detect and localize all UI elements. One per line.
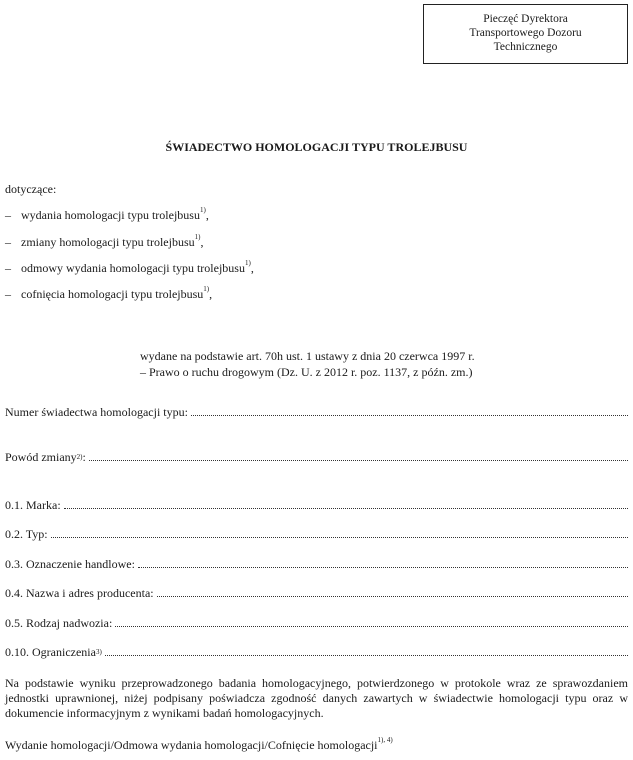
option-issue: – wydania homologacji typu trolejbusu$^{1)}$, <box>5 206 209 222</box>
dotted-fill-line <box>157 586 628 597</box>
dotted-fill-line <box>138 557 628 568</box>
dotted-fill-line <box>105 645 628 656</box>
field-restrictions: 0.10. Ograniczenia $^{3)}$ <box>5 645 628 660</box>
intro-text: dotyczące: <box>5 182 57 196</box>
dotted-fill-line <box>89 450 628 461</box>
field-body-type: 0.5. Rodzaj nadwozia: <box>5 616 628 631</box>
field-certificate-number: Numer świadectwa homologacji typu: <box>5 405 628 420</box>
certification-paragraph: Na podstawie wyniku przeprowadzonego badania homologacyjnego, potwierdzonego w protokole wraz ze sprawozdaniem jednostki uprawnionej, niżej podpisany poświadcza zgodność danych zawartych w świadectwie homologacji typu oraz w dokumencie informacyjnym z wynikami badań homologacyjnych. <box>5 676 628 720</box>
dotted-fill-line <box>64 498 628 509</box>
footer-decision: Wydanie homologacji/Odmowa wydania homologacji/Cofnięcie homologacji$^{1), 4)}$ <box>5 736 393 752</box>
field-type: 0.2. Typ: <box>5 527 628 542</box>
stamp-line: Technicznego <box>493 41 558 53</box>
option-change: – zmiany homologacji typu trolejbusu$^{1)}$, <box>5 233 204 249</box>
stamp-line: Transportowego Dozoru <box>469 27 582 39</box>
legal-basis <box>140 348 475 380</box>
option-refusal: – odmowy wydania homologacji typu trolejbusu$^{1)}$, <box>5 259 254 275</box>
legal-basis-line: wydane na podstawie art. 70h ust. 1 ustawy z dnia 20 czerwca 1997 r. <box>140 349 475 363</box>
dotted-fill-line <box>51 527 628 538</box>
document-title: ŚWIADECTWO HOMOLOGACJI TYPU TROLEJBUSU <box>165 140 468 154</box>
field-change-reason: Powód zmiany $^{2)}$ : <box>5 450 628 465</box>
option-withdrawal: – cofnięcia homologacji typu trolejbusu$^{1)}$, <box>5 285 213 301</box>
field-trade-name: 0.3. Oznaczenie handlowe: <box>5 557 628 572</box>
field-make: 0.1. Marka: <box>5 498 628 513</box>
dotted-fill-line <box>191 405 628 416</box>
stamp-line: Pieczęć Dyrektora <box>483 13 568 25</box>
stamp-box <box>423 4 628 64</box>
dotted-fill-line <box>115 616 628 627</box>
field-manufacturer: 0.4. Nazwa i adres producenta: <box>5 586 628 601</box>
legal-basis-line: – Prawo o ruchu drogowym (Dz. U. z 2012 r. poz. 1137, z późn. zm.) <box>140 365 473 379</box>
